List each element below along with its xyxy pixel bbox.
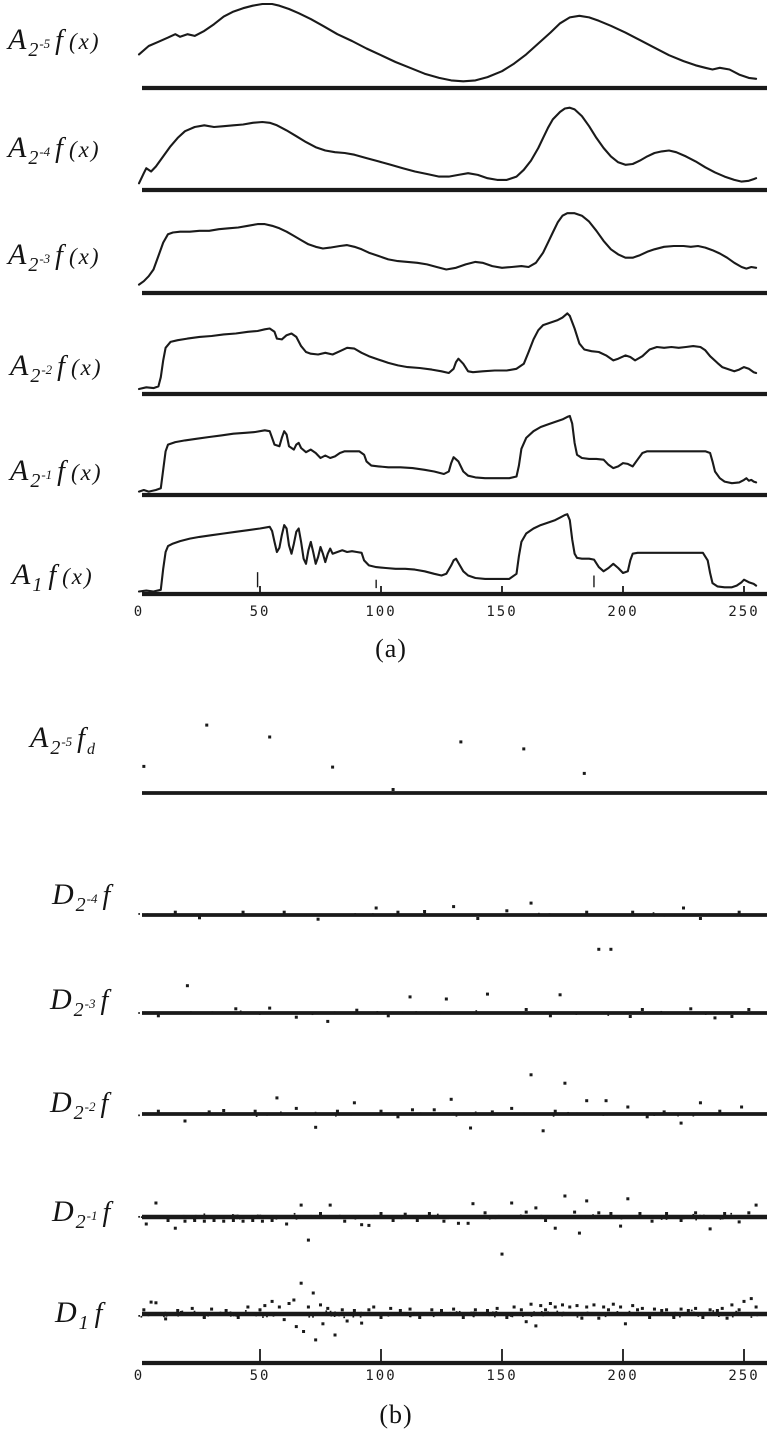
row-label-b-d2-1: D 2-1 f [52,1195,111,1233]
caption-b: (b) [379,1400,413,1429]
x-tick-a-200: 200 [607,604,639,620]
x-tick-b-200: 200 [607,1368,639,1384]
x-tick-b-150: 150 [486,1368,518,1384]
row-label-b-a2-5fd: A 2-5 f d [30,721,95,759]
row-label-a-2-3: A 2-3 f (x) [8,238,101,276]
x-tick-a-0: 0 [133,604,145,620]
row-label-b-d2-4: D 2-4 f [52,878,111,916]
x-tick-b-250: 250 [728,1368,760,1384]
row-label-b-d2-3: D 2-3 f [50,983,109,1021]
row-label-b-d1: D 1 f [55,1296,103,1334]
row-label-a-1: A 1 f (x) [12,558,94,596]
caption-a: (a) [375,634,407,663]
row-label-a-2-5: A 2-5 f (x) [8,23,101,61]
x-tick-a-150: 150 [486,604,518,620]
x-tick-b-100: 100 [365,1368,397,1384]
x-tick-b-0: 0 [133,1368,145,1384]
row-label-a-2-2: A 2-2 f (x) [10,349,103,387]
x-tick-b-50: 50 [249,1368,271,1384]
x-tick-a-100: 100 [365,604,397,620]
row-label-a-2-4: A 2-4 f (x) [8,131,101,169]
row-label-a-2-1: A 2-1 f (x) [10,454,103,492]
row-label-b-d2-2: D 2-2 f [50,1086,109,1124]
x-tick-a-50: 50 [249,604,271,620]
x-tick-a-250: 250 [728,604,760,620]
